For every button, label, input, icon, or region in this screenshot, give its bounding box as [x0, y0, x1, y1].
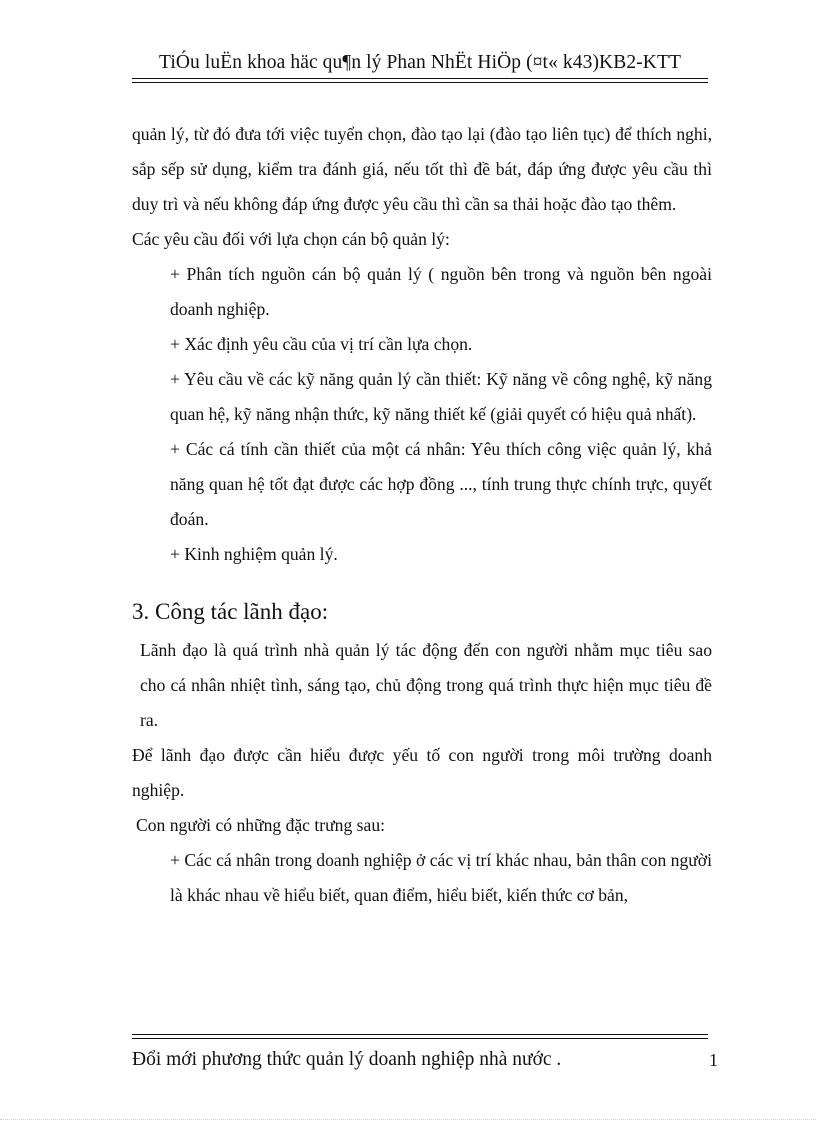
intro-paragraph: quản lý, từ đó đưa tới việc tuyển chọn, đào tạo lại (đào tạo liên tục) để thích nghi, sắp sếp sử dụng, kiểm tra đánh giá, nếu tốt thì đề bát, đáp ứng được yêu cầu thì duy trì và nếu không đáp ứng được yêu cầu thì cần sa thải hoặc đào tạo thêm. [132, 124, 712, 214]
requirement-item: + Xác định yêu cầu của vị trí cần lựa chọn. [170, 334, 473, 354]
requirement-item: + Yêu cầu về các kỹ năng quản lý cần thiết: Kỹ năng về công nghệ, kỹ năng quan hệ, kỹ năng nhận thức, kỹ năng thiết kế (giải quyết có hiệu quả nhất). [170, 369, 712, 424]
leadership-paragraph: Để lãnh đạo được cần hiểu được yếu tố con người trong môi trường doanh nghiệp. [132, 745, 712, 800]
header-text: TiÓu luËn khoa häc qu¶n lý Phan NhËt HiÖp (¤t« k43)KB2-KTT [159, 52, 681, 73]
page-header [132, 52, 708, 78]
characteristic-item: + Các cá nhân trong doanh nghiệp ở các vị trí khác nhau, bản thân con người là khác nhau về hiểu biết, quan điểm, hiểu biết, kiến thức cơ bản, [170, 850, 712, 905]
requirement-item: + Các cá tính cần thiết của một cá nhân: Yêu thích công việc quản lý, khả năng quan hệ tốt đạt được các hợp đồng ..., tính trung thực chính trực, quyết đoán. [170, 439, 712, 529]
header-divider [132, 78, 708, 83]
page-edge-divider [0, 1119, 816, 1120]
page-body [132, 117, 712, 913]
requirement-item: + Kinh nghiệm quản lý. [170, 544, 338, 564]
footer-title: Đổi mới phương thức quản lý doanh nghiệp nhà nước . [132, 1049, 562, 1070]
footer-divider [132, 1034, 708, 1039]
page-number: 1 [709, 1050, 718, 1070]
characteristics-intro: Con người có những đặc trưng sau: [136, 815, 386, 835]
requirement-item: + Phân tích nguồn cán bộ quản lý ( nguồn bên trong và nguồn bên ngoài doanh nghiệp. [170, 264, 712, 319]
leadership-paragraph: Lãnh đạo là quá trình nhà quản lý tác động đến con người nhằm mục tiêu sao cho cá nhân nhiệt tình, sáng tạo, chủ động trong quá trình thực hiện mục tiêu đề ra. [140, 640, 712, 730]
requirements-intro: Các yêu cầu đối với lựa chọn cán bộ quản lý: [132, 229, 450, 249]
section-heading: 3. Công tác lãnh đạo: [132, 599, 329, 624]
